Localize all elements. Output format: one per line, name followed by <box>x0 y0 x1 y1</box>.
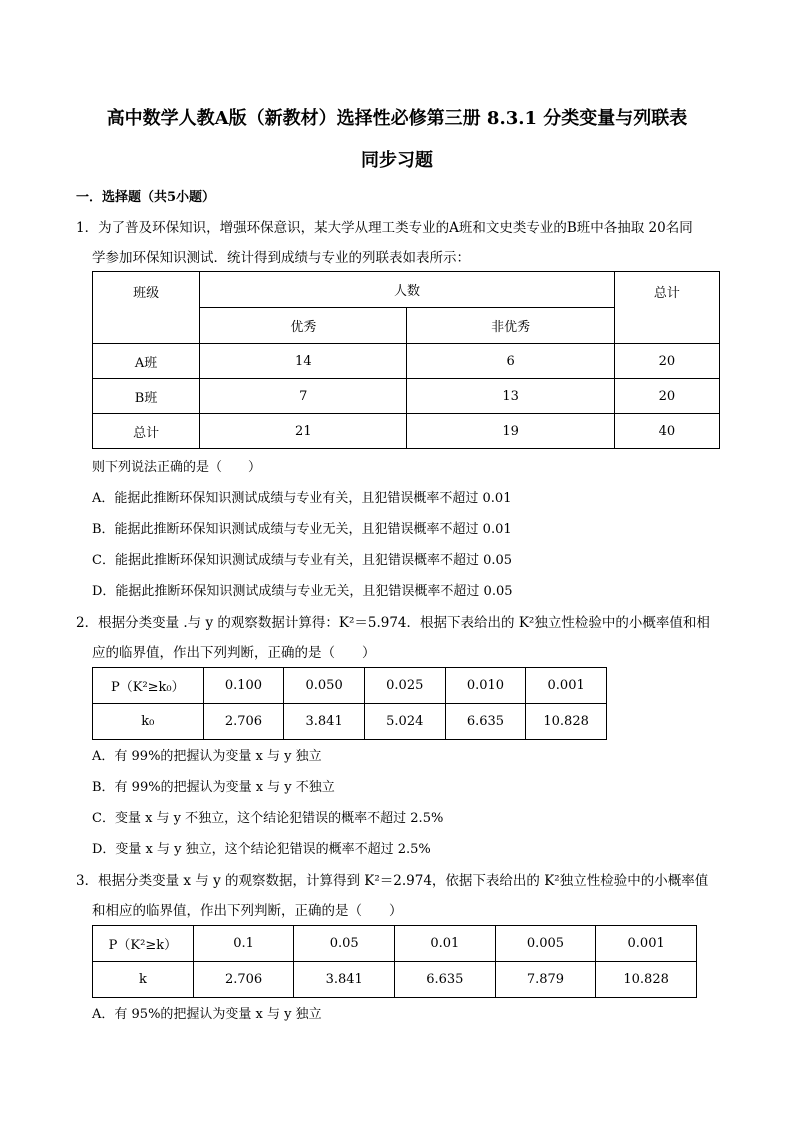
q2-cell: 6.635 <box>445 704 526 740</box>
q2-option-d: D．变量 x 与 y 独立，这个结论犯错误的概率不超过 2.5% <box>92 842 431 857</box>
table-row <box>93 668 607 704</box>
q1-header-count: 人数 <box>200 272 615 308</box>
q1-header-excellent: 优秀 <box>200 308 407 344</box>
q3-cell: 6.635 <box>395 962 496 998</box>
table-row <box>93 414 720 449</box>
q2-cell: 2.706 <box>203 704 284 740</box>
q2-critical-value-table <box>92 667 607 740</box>
q3-cell: 10.828 <box>596 962 697 998</box>
q1-cell: 6 <box>407 344 614 379</box>
q3-text-line1: 3．根据分类变量 x 与 y 的观察数据，计算得到 K²＝2.974，依据下表给出的 K²独立性检验中的小概率值 <box>76 873 709 889</box>
q3-cell: 2.706 <box>193 962 294 998</box>
q1-cell: 20 <box>614 379 719 414</box>
q3-critical-value-table <box>92 925 697 998</box>
q3-cell: 0.001 <box>596 926 697 962</box>
table-row <box>93 962 697 998</box>
q1-cell: 40 <box>614 414 719 449</box>
q1-cell: 7 <box>200 379 407 414</box>
q3-cell: 0.01 <box>395 926 496 962</box>
q2-option-b: B．有 99%的把握认为变量 x 与 y 不独立 <box>92 780 335 795</box>
q1-row-label: 总计 <box>93 414 200 449</box>
q1-cell: 13 <box>407 379 614 414</box>
q2-cell: 5.024 <box>364 704 445 740</box>
q3-cell: 0.005 <box>495 926 596 962</box>
q3-cell: 0.1 <box>193 926 294 962</box>
q3-option-a: A．有 95%的把握认为变量 x 与 y 独立 <box>92 1007 322 1022</box>
q1-cell: 19 <box>407 414 614 449</box>
q1-stem: 则下列说法正确的是（ ） <box>92 460 262 475</box>
q1-cell: 21 <box>200 414 407 449</box>
q3-cell: 3.841 <box>294 962 395 998</box>
q2-text-line1: 2．根据分类变量 .与 y 的观察数据计算得：K²＝5.974．根据下表给出的 K²独立性检验中的小概率值和相 <box>76 615 710 631</box>
q1-option-a: A．能据此推断环保知识测试成绩与专业有关，且犯错误概率不超过 0.01 <box>92 491 512 506</box>
q1-header-total: 总计 <box>614 272 719 344</box>
q1-row-label: A班 <box>93 344 200 379</box>
q3-row2-label: k <box>93 962 194 998</box>
q1-option-d: D．能据此推断环保知识测试成绩与专业无关，且犯错误概率不超过 0.05 <box>92 584 513 599</box>
doc-title-line2: 同步习题 <box>361 150 433 171</box>
q2-cell: 10.828 <box>526 704 607 740</box>
q2-cell: 0.050 <box>284 668 365 704</box>
q2-cell: 3.841 <box>284 704 365 740</box>
q1-text-line1: 1．为了普及环保知识，增强环保意识，某大学从理工类专业的A班和文史类专业的B班中各抽取 20名同 <box>76 220 693 236</box>
q2-text-line2: 应的临界值，作出下列判断，正确的是（ ） <box>92 645 376 661</box>
q3-cell: 7.879 <box>495 962 596 998</box>
table-row <box>93 344 720 379</box>
q2-cell: 0.010 <box>445 668 526 704</box>
q1-option-c: C．能据此推断环保知识测试成绩与专业有关，且犯错误概率不超过 0.05 <box>92 553 513 568</box>
table-row <box>93 379 720 414</box>
q2-option-c: C．变量 x 与 y 不独立，这个结论犯错误的概率不超过 2.5% <box>92 811 444 826</box>
q2-cell: 0.100 <box>203 668 284 704</box>
q1-option-b: B．能据此推断环保知识测试成绩与专业无关，且犯错误概率不超过 0.01 <box>92 522 512 537</box>
q1-row-label: B班 <box>93 379 200 414</box>
q3-cell: 0.05 <box>294 926 395 962</box>
q1-cell: 14 <box>200 344 407 379</box>
q2-cell: 0.001 <box>526 668 607 704</box>
q2-row1-label: P（K²≥k₀） <box>93 668 204 704</box>
q3-text-line2: 和相应的临界值，作出下列判断，正确的是（ ） <box>92 903 403 919</box>
q2-cell: 0.025 <box>364 668 445 704</box>
q1-header-class: 班级 <box>93 272 200 344</box>
q1-contingency-table <box>92 271 720 449</box>
q3-row1-label: P（K²≥k） <box>93 926 194 962</box>
section-heading: 一．选择题（共5小题） <box>76 190 216 205</box>
q2-option-a: A．有 99%的把握认为变量 x 与 y 独立 <box>92 749 322 764</box>
q1-text-line2: 学参加环保知识测试．统计得到成绩与专业的列联表如表所示： <box>92 250 470 266</box>
q1-cell: 20 <box>614 344 719 379</box>
table-row <box>93 926 697 962</box>
table-row <box>93 704 607 740</box>
q1-header-nonexcellent: 非优秀 <box>407 308 614 344</box>
doc-title-line1: 高中数学人教A版（新教材）选择性必修第三册 8.3.1 分类变量与列联表 <box>106 108 688 129</box>
q2-row2-label: k₀ <box>93 704 204 740</box>
